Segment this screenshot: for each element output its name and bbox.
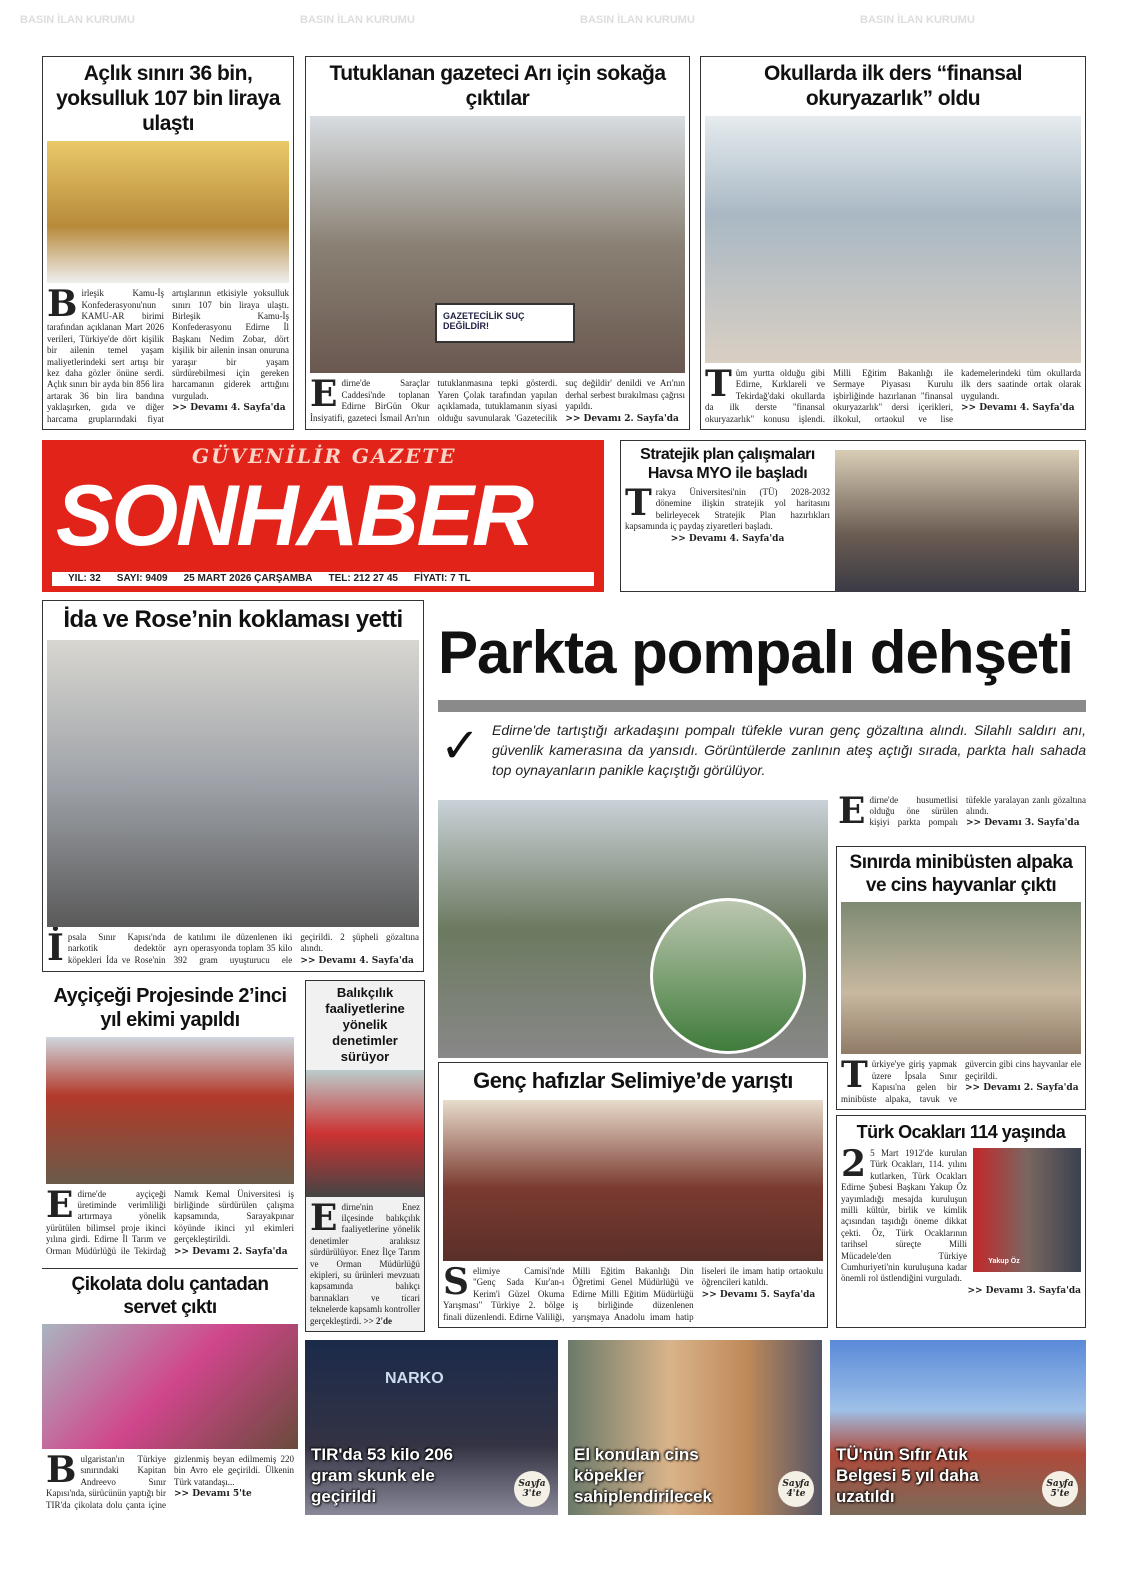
page-ref: Sayfa 3'te [514, 1471, 550, 1507]
headline: Okullarda ilk ders “finansal okuryazarlık” oldu [764, 62, 1022, 110]
page-ref: Sayfa 5'te [1042, 1471, 1078, 1507]
photo-dog [47, 640, 419, 927]
main-article-text [838, 790, 1086, 832]
masthead [42, 440, 604, 592]
drop-cap: T [705, 362, 732, 405]
drop-cap: E [838, 790, 866, 832]
article-body: dirne'de ayçiçeği üretiminde verimliliği artırmaya yönelik yürütülen bilimsel proje ikinci yılına girdi. Edirne İl Tarım ve Orman Müdürlüğü ile Tekirdağ Namık Kemal Üniversitesi iş birliğinde sürdürülen çalışma kapsamında, Sarayakpınar köyünde ikinci yıl ekimleri gerçekleştirildi. [46, 1188, 294, 1256]
drop-cap: E [46, 1183, 74, 1226]
continued-link[interactable]: >> Devamı 4. Sayfa'da [961, 403, 1075, 414]
story-chocolate-bag[interactable] [42, 1268, 298, 1515]
teaser-zero-waste[interactable] [830, 1340, 1086, 1515]
continued-link[interactable]: >> Devamı 5. Sayfa'da [701, 1289, 816, 1300]
watermark: BASIN İLAN KURUMU [580, 14, 695, 26]
story-detector-dogs[interactable] [42, 600, 424, 972]
article-body: üm yurtta olduğu gibi Edirne, Kırklareli ve Tekirdağ'daki okullarda da ilk derste "finansal okuryazarlık" konusu işlendi. Milli Eğitim Bakanlığı ile Sermaye Piyasası Kurulu işbirliğinde hazırlanan "finansal okuryazarlık" dersi içerikleri, ilkokul, ortaokul ve lise kademelerindeki tüm okullarda ilk ders saatinde ortak olarak uygulandı. [705, 367, 1081, 424]
headline: Tutuklanan gazeteci Arı için sokağa çıktılar [329, 62, 666, 110]
continued-link[interactable]: >> 2'de [363, 1315, 392, 1326]
drop-cap: İ [47, 926, 64, 969]
headline: Çikolata dolu çantadan servet çıktı [71, 1274, 269, 1318]
continued-link[interactable]: >> Devamı 2. Sayfa'da [565, 413, 679, 424]
headline: Açlık sınırı 36 bin, yoksulluk 107 bin liraya ulaştı [56, 62, 280, 135]
photo-mosque-competition [443, 1100, 823, 1261]
continued-link[interactable]: >> Devamı 3. Sayfa'da [967, 1285, 1081, 1296]
slogan: GÜVENİLİR GAZETE [192, 444, 457, 468]
headline: İda ve Rose’nin koklaması yetti [63, 606, 403, 633]
photo-planting [46, 1037, 294, 1184]
price: FİYATI: 7 TL [413, 573, 471, 584]
year: YIL: 32 [68, 573, 101, 584]
continued-link[interactable]: >> Devamı 3. Sayfa'da [966, 818, 1080, 828]
story-journalist-protest[interactable] [305, 56, 690, 430]
photo-meeting [835, 450, 1079, 592]
photo-classroom [705, 116, 1081, 363]
story-alpaca[interactable] [836, 846, 1086, 1110]
headline: Stratejik plan çalışmaları Havsa MYO ile başladı [640, 446, 815, 482]
continued-link[interactable]: >> Devamı 2. Sayfa'da [965, 1083, 1079, 1094]
headline: Sınırda minibüsten alpaka ve cins hayvanlar çıktı [849, 852, 1073, 896]
logo: SONHABER [56, 468, 533, 564]
story-young-hafiz[interactable] [438, 1062, 828, 1328]
teaser-title: TIR'da 53 kilo 206 gram skunk ele geçirildi [311, 1445, 453, 1506]
headline-rule [438, 700, 1086, 712]
teaser-title: TÜ'nün Sıfır Atık Belgesi 5 yıl daha uzatıldı [836, 1445, 979, 1506]
continued-link[interactable]: >> Devamı 4. Sayfa'da [670, 533, 785, 544]
watermark: BASIN İLAN KURUMU [20, 14, 135, 26]
article-body: rakya Üniversitesi'nin (TÜ) 2028-2032 dönemine ilişkin stratejik yol haritasını belirleyecek Stratejik Plan hazırlıkları kapsamında iç paydaş ziyaretleri başladı. [625, 487, 830, 532]
article-body: irleşik Kamu-İş Konfederasyonu'nun KAMU-AR birimi tarafından açıklanan Mart 2026 verileri, Türkiye'de dört kişilik bir ailenin temel yaşam maliyetlerindeki sert artışı bir kez daha gözler önüne serdi. Açlık sınırı bir ayda bin 856 lira artarak 36 bin lira bandına yaklaşırken, gıda ve diğer harcama gruplarındaki fiyat artışlarının etkisiyle yoksulluk sınırı 107 bin liraya ulaştı. Birleşik Kamu-İş Konfederasyonu Edirne İl Başkanı Nedim Zobar, dört kişilik bir ailenin insan onuruna yaraşır bir yaşam sürdürebilmesi için gereken harcamanın giderek arttığını vurguladı. [47, 288, 289, 424]
continued-link[interactable]: >> Devamı 5'te [174, 1489, 252, 1500]
continued-link[interactable]: >> Devamı 4. Sayfa'da [300, 955, 414, 966]
date: 25 MART 2026 ÇARŞAMBA [183, 573, 313, 584]
drop-cap: B [47, 283, 78, 326]
drop-cap: 2 [841, 1143, 867, 1185]
drop-cap: S [443, 1260, 469, 1303]
watermark: BASIN İLAN KURUMU [860, 14, 975, 26]
story-strategic-plan[interactable] [620, 440, 1086, 592]
photo-caption: Yakup Öz [988, 1258, 1020, 1265]
headline: Türk Ocakları 114 yaşında [856, 1122, 1066, 1142]
issue-number: SAYI: 9409 [116, 573, 168, 584]
article-body: psala Sınır Kapısı'nda narkotik dedektör köpekleri İda ve Rose'nin de katılımı ile düzenlenen iki ayrı operasyonda toplam 35 kilo 392 gram uyuşturucu ele geçirildi. 2 şüpheli gözaltına alındı. [67, 931, 419, 965]
continued-link[interactable]: >> Devamı 4. Sayfa'da [172, 403, 286, 414]
check-icon: ✓ [440, 718, 481, 774]
drop-cap: E [310, 1196, 338, 1239]
article-body: dirne'de husumetlisi olduğu öne sürülen kişiyi parkta pompalı tüfekle yaralayan zanlı gözaltına alındı. [869, 795, 1086, 827]
photo-yakup-oz [973, 1148, 1081, 1272]
drop-cap: B [46, 1448, 77, 1491]
story-fishing-inspections[interactable] [305, 980, 425, 1332]
photo-inspector [306, 1070, 424, 1197]
teaser-dogs[interactable] [568, 1340, 822, 1515]
article-body: 5 Mart 1912'de kurulan Türk Ocakları, 114. yılını kutlarken, Türk Ocakları Edirne Şubesi Başkanı Yakup Öz yayımladığı mesajda kuruluşun milli kültür, birlik ve kimlik açısından taşıdığı öneme dikkat çekti. Öz, Türk Ocaklarının tarihsel süreçte Milli Mücadele'den Türkiye Cumhuriyeti'nin kuruluşuna kadar önemli rol üstlendiğini vurguladı. [841, 1148, 967, 1284]
inset-photo-field [650, 898, 806, 1054]
issue-bar [52, 572, 594, 586]
story-poverty-line[interactable] [42, 56, 294, 430]
narko-badge: NARKO [385, 1370, 444, 1387]
photo-park-scene [438, 800, 828, 1058]
headline: Genç hafızlar Selimiye’de yarıştı [473, 1068, 793, 1093]
headline: Balıkçılık faaliyetlerine yönelik denetimler sürüyor [325, 985, 405, 1064]
continued-link[interactable]: >> Devamı 2. Sayfa'da [174, 1246, 288, 1257]
story-turk-ocaklari[interactable] [836, 1115, 1086, 1328]
drop-cap: T [625, 482, 652, 524]
lead-paragraph: Edirne'de tartıştığı arkadaşını pompalı tüfekle vuran genç gözaltına alındı. Silahlı saldırı anı, güvenlik kamerasına da yansıdı. Görüntülerde zanlının ateş açtığı sırada, parkta halı sahada top oynayanların panikle kaçıştığı görülüyor. [492, 722, 1086, 778]
drop-cap: E [310, 373, 338, 416]
drop-cap: T [841, 1054, 868, 1097]
teaser-skunk[interactable] [305, 1340, 558, 1515]
article-body: dirne'nin Enez ilçesinde balıkçılık faaliyetlerine yönelik denetimler aralıksız sürdürülüyor. Enez İlçe Tarım ve Orman Müdürlüğü ekipleri, su ürünleri mevzuatı kapsamında balıkçı barınakları ve ticari teknelerde kapsamlı kontroller gerçekleştirdi. [310, 1201, 420, 1326]
article-body: dirne'de Saraçlar Caddesi'nde toplanan Edirne BirGün Okur İnsiyatifi, gazeteci İsmail Arı'nın tutuklanmasına tepki gösterdi. Yaren Çolak tarafından yapılan açıklamada, tutuklamanın siyasi olduğu savunularak 'Gazetecilik suç değildir' denildi ve Arı'nın derhal serbest bırakılması çağrısı yapıldı. [310, 378, 685, 423]
main-headline: Parkta pompalı dehşeti [438, 619, 1073, 686]
photo-chocolate-bag [42, 1324, 298, 1449]
teaser-title: El konulan cins köpekler sahiplendirilecek [574, 1445, 712, 1506]
phone: TEL: 212 27 45 [328, 573, 398, 584]
story-financial-literacy[interactable] [700, 56, 1086, 430]
watermark: BASIN İLAN KURUMU [300, 14, 415, 26]
headline: Ayçiçeği Projesinde 2’inci yıl ekimi yapıldı [53, 985, 287, 1031]
article-body: ulgaristan'ın Türkiye sınırındaki Kapitan Andreevo Sınır Kapısı'nda, sürücünün yaptığı bir TIR'da çikolata dolu çanta içine gizlenmiş beyan edilmemiş 220 bin Avro ele geçirildi. Ülkenin Türk vatandaşı... [46, 1453, 294, 1510]
article-body: elimiye Camisi'nde "Genç Sada Kur'an-ı Kerim'i Güzel Okuma Yarışması" Türkiye 2. bölge finali düzenlendi. Edirne Valiliği, Milli Eğitim Bakanlığı Din Öğretimi Genel Müdürlüğü ve Edirne Milli Eğitim Müdürlüğü iş birliğinde düzenlenen yarışmaya Anadolu imam hatip liseleri ile imam hatip ortaokulu öğrencileri katıldı. [443, 1265, 823, 1322]
protest-banner: GAZETECİLİK SUÇ DEĞİLDİR! [435, 303, 575, 343]
page-ref: Sayfa 4'te [778, 1471, 814, 1507]
photo-protest [310, 116, 685, 373]
photo-alpaca [841, 902, 1081, 1054]
story-sunflower[interactable] [42, 980, 298, 1262]
photo-nedim-zobar [47, 141, 289, 283]
article-body: ürkiye'ye giriş yapmak üzere İpsala Sınır Kapısı'na gelen bir minibüste alpaka, tavuk ve güvercin gibi cins hayvanlar ele geçirildi. [841, 1059, 1081, 1104]
